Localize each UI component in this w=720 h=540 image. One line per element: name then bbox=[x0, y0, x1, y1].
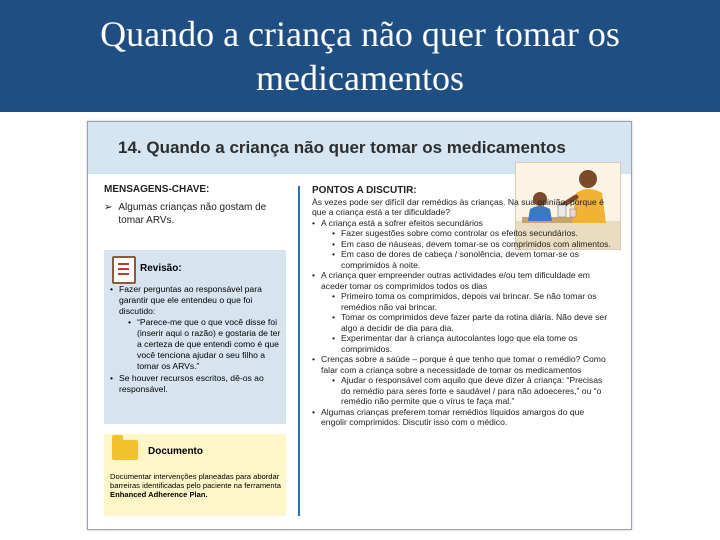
list-item: • Em caso de náuseas, devem tomar-se os comprimidos com alimentos. bbox=[332, 238, 611, 249]
document-text: Documentar intervenções planeadas para abordar barreiras identificadas pelo paciente na ferramenta Enhanced Adherence Plan. bbox=[110, 472, 281, 500]
document-heading: Documento bbox=[148, 446, 203, 457]
list-item: • A criança está a sofrer efeitos secundários bbox=[312, 217, 483, 228]
list-item: • Algumas crianças preferem tomar remédios líquidos amargos do que engolir comprimidos. Discutir isso com o médico. bbox=[312, 406, 585, 427]
arrow-bullet-icon: ➢ bbox=[104, 202, 113, 213]
counseling-card bbox=[87, 121, 632, 530]
list-item: • Fazer sugestões sobre como controlar os efeitos secundários. bbox=[332, 228, 578, 238]
discussion-section bbox=[312, 186, 612, 428]
key-messages-section bbox=[104, 184, 286, 227]
list-item: • Crenças sobre a saúde – porque é que tenho que tomar o remédio? Como falar com a criança sobre a necessidade de tomar os medicamentos bbox=[312, 354, 606, 375]
list-item: • Em caso de dores de cabeça / sonolência, devem tomar-se os comprimidos à noite. bbox=[332, 249, 579, 270]
list-item: • Ajudar o responsável com aquilo que deve dizer à criança: “Precisas do remédio para seres forte e saudável / para não adoeceres,” ou “o remédio não permite que o vírus te faça mal.” bbox=[332, 375, 603, 406]
list-item: • Experimentar dar à criança autocolantes logo que ela tome os comprimidos. bbox=[332, 333, 578, 354]
key-message-text: Algumas crianças não gostam de tomar ARVs. bbox=[118, 202, 267, 226]
list-item: • Fazer perguntas ao responsável para garantir que ele entendeu o que foi discutido: bbox=[110, 284, 262, 316]
review-heading: Revisão: bbox=[140, 263, 182, 274]
key-messages-heading: MENSAGENS-CHAVE: bbox=[104, 184, 210, 195]
card-title: 14. Quando a criança não quer tomar os medicamentos bbox=[118, 138, 566, 157]
list-item: • A criança quer empreender outras actividades e/ou tem dificuldade em aceder tomar os comprimidos todos os dias bbox=[312, 270, 590, 291]
list-item: • Primeiro toma os comprimidos, depois vai brincar. Se não tomar os remédios não vai brincar. bbox=[332, 291, 597, 312]
review-box bbox=[104, 250, 286, 424]
document-box bbox=[104, 434, 286, 516]
list-item: • Tomar os comprimidos deve fazer parte da rotina diária. Não deve ser algo a decidir de dia para dia. bbox=[332, 312, 608, 333]
list-item: • Se houver recursos escritos, dê-os ao responsável. bbox=[110, 373, 264, 395]
column-divider bbox=[298, 186, 300, 516]
slide-title: Quando a criança não quer tomar os medicamentos bbox=[100, 14, 620, 98]
discussion-heading: PONTOS A DISCUTIR: bbox=[312, 185, 417, 196]
checklist-icon bbox=[112, 256, 136, 284]
list-item: • “Parece-me que o que você disse foi (inserir aqui o razão) e gostaria de ter a certeza de que entendi como é que você tenciona ajudar o seu filho a tomar os ARVs.” bbox=[128, 317, 281, 371]
discussion-intro: Às vezes pode ser difícil dar remédios às crianças. Na sua opinião, porque é que a criança está a ter dificuldade? bbox=[312, 196, 604, 217]
folder-icon bbox=[112, 440, 138, 460]
review-body bbox=[110, 284, 282, 396]
key-message-item bbox=[104, 201, 286, 227]
